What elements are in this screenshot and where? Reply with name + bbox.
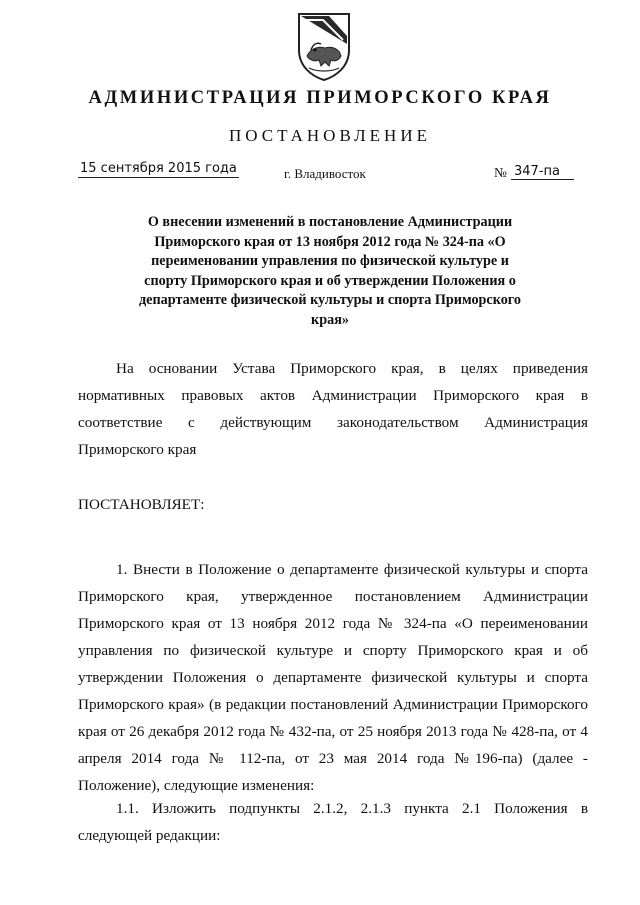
document-number: 347-па — [511, 164, 574, 180]
document-date: 15 сентября 2015 года — [80, 161, 237, 176]
primorsky-krai-coat-of-arms-icon — [293, 10, 355, 82]
document-type-title: ПОСТАНОВЛЕНИЕ — [228, 126, 431, 145]
item-1-paragraph: 1. Внести в Положение о департаменте физической культуры и спорта Приморского края, утвержденное постановлением Администрации Приморского края от 13 ноября 2012 года № 324-па «О переименовании управления по физической культуре и спорту Приморского края и об утверждении Положения о департаменте физической культуры и спорта Приморского края» (в редакции постановлений Администрации Приморского края от 26 декабря 2012 года № 432-па, от 25 ноября 2013 года № 428-па, от 4 апреля 2014 года № 112-па, от 23 мая 2014 года №196-па) (далее - Положение), следующие изменения: — [78, 561, 588, 794]
document-city: г. Владивосток — [284, 166, 366, 181]
item-1-1-paragraph: 1.1. Изложить подпункты 2.1.2, 2.1.3 пункта 2.1 Положения в следующей редакции: — [78, 800, 588, 844]
preamble-paragraph: На основании Устава Приморского края, в целях приведения нормативных правовых актов Администрации Приморского края в соответствие с действующим законодательством Администрация Приморского края — [78, 360, 588, 458]
resolves-heading: ПОСТАНОВЛЯЕТ: — [78, 496, 205, 513]
document-subject: О внесении изменений в постановление Администрации Приморского края от 13 ноября 2012 года № 324-па «О переименовании управления по физической культуре и спорту Приморского края и об утверждении Положения о департаменте физической культуры и спорта Приморского края» — [139, 214, 521, 328]
organization-title: АДМИНИСТРАЦИЯ ПРИМОРСКОГО КРАЯ — [88, 88, 552, 108]
number-sign: № — [494, 165, 507, 180]
